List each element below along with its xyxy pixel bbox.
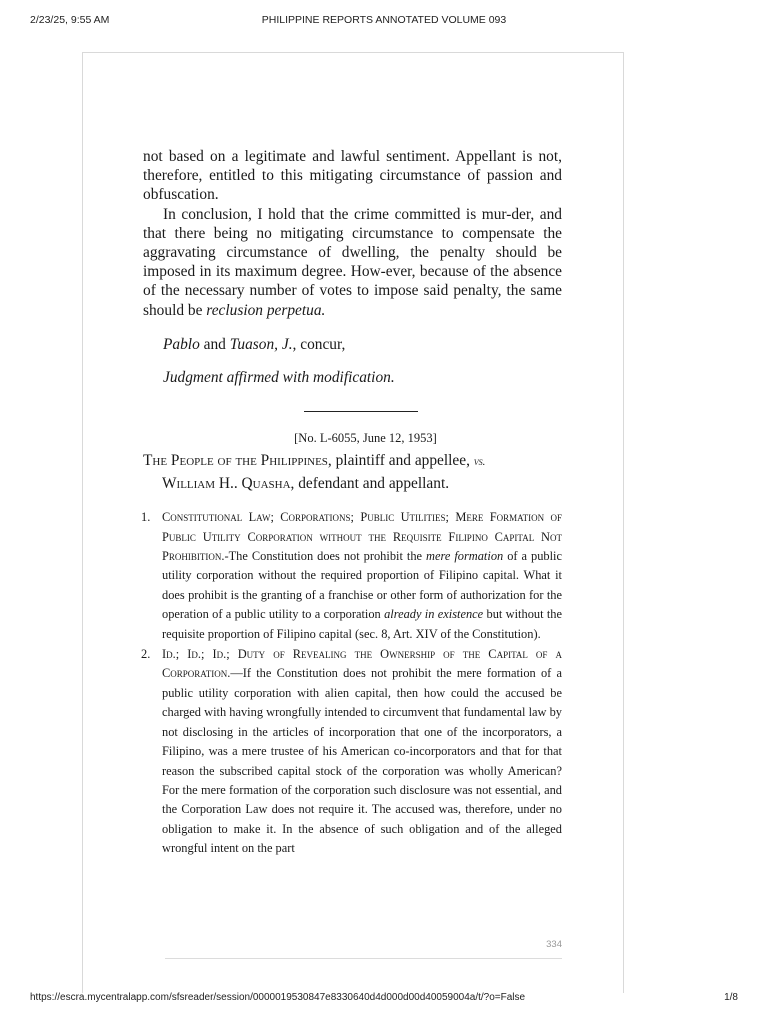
paragraph-2-italic: reclusion perpetua.	[206, 301, 326, 319]
syllabus-text: —If the Constitution does not prohibit the mere formation of a public utility corporation with alien capital, then how could the accused be charged with having wrongfully intended to circumvent that fundamental law by not disclosing in the articles of incorporation that one of the incorporators, a Filipino, was a mere trustee of his American co-incorporators and that for that reason the subscribed capital stock of the corporation was wholly American? For the mere formation of the corporation such disclosure was not essential, and the Corporation Law does not require it. The accused was, therefore, under no obligation to make it. In the absence of such obligation and of the alleged wrongful intent on the part	[162, 666, 562, 856]
syllabus-heading: Constitutional Law; Corporations; Public Utilities; Mere Formation of Public Utility Corporation without the Requisite Filipino Capital Not Prohibition.	[162, 510, 562, 564]
case-party-1-role: , plaintiff and appellee,	[327, 452, 474, 470]
page-number: 334	[546, 939, 562, 950]
case-party-2-role: , defendant and appellant.	[290, 475, 450, 493]
judgment-line: Judgment affirmed with modification.	[163, 369, 395, 387]
syllabus-text: but without the requisite proportion of Filipino capital (sec. 8, Art. XIV of the Constitution).	[162, 607, 562, 641]
concur-name-2: Tuason, J.,	[229, 335, 297, 353]
syllabus-text: of a public utility corporation without the required proportion of Filipino capital. What it does prohibit is the granting of a franchise or other form of authorization for the operation of a public utility to a corporation	[162, 549, 562, 622]
case-party-2: William H.. Quasha	[162, 475, 291, 493]
page-bottom-rule	[165, 958, 562, 959]
document-page	[82, 52, 624, 993]
print-page-indicator: 1/8	[724, 992, 738, 1003]
concur-name-1: Pablo	[163, 335, 200, 353]
case-versus: vs.	[473, 456, 486, 469]
print-footer	[0, 992, 768, 1008]
syllabus-heading: Id.; Id.; Id.; Duty of Revealing the Ownership of the Capital of a Corporation.	[162, 647, 562, 681]
syllabus-item-number: 2.	[141, 647, 151, 662]
syllabus-text: -The Constitution does not prohibit the	[224, 549, 427, 564]
concur-text: concur,	[296, 335, 346, 353]
print-url: https://escra.mycentralapp.com/sfsreader/session/0000019530847e8330640d4d000d00d40059004a/t/?o=False	[30, 992, 526, 1003]
paragraph-1: not based on a legitimate and lawful sentiment. Appellant is not, therefore, entitled to this mitigating circumstance of passion and obfuscation.	[143, 148, 562, 204]
syllabus-italic: mere formation	[426, 549, 504, 564]
case-party-1: The People of the Philippines	[143, 452, 328, 470]
syllabus-italic: already in existence	[384, 607, 484, 622]
case-number-date: [No. L-6055, June 12, 1953]	[294, 431, 437, 446]
case-title	[143, 450, 562, 494]
paragraph-2	[143, 205, 562, 320]
syllabus-item-2	[143, 645, 562, 858]
print-datetime: 2/23/25, 9:55 AM	[30, 14, 110, 26]
syllabus	[143, 508, 562, 858]
concur-and: and	[199, 335, 230, 353]
syllabus-item-number: 1.	[141, 510, 151, 525]
concurrence-line	[163, 335, 562, 354]
print-title: PHILIPPINE REPORTS ANNOTATED VOLUME 093	[261, 14, 507, 26]
paragraph-2-text: In conclusion, I hold that the crime committed is mur-der, and that there being no mitigating circumstance to compensate the aggravating circumstance of dwelling, the penalty should be imposed in its maximum degree. How-ever, because of the absence of the necessary number of votes to impose said penalty, the same should be	[143, 205, 562, 319]
print-header	[0, 14, 768, 30]
page-content	[143, 147, 562, 859]
syllabus-item-1	[143, 508, 562, 644]
section-divider	[304, 411, 418, 412]
